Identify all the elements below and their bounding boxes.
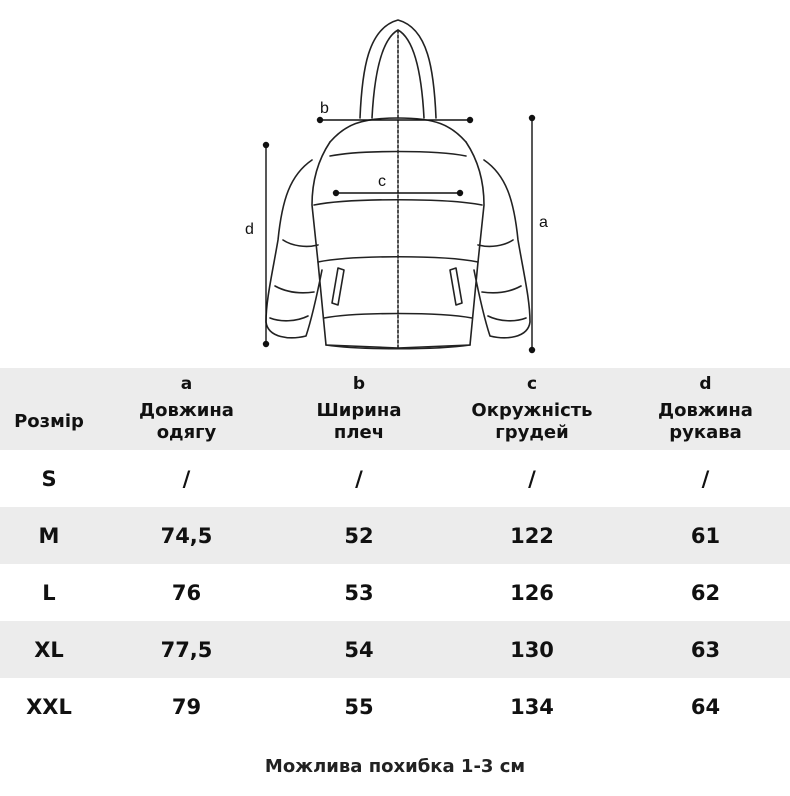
cell-chest: 126 [510, 580, 554, 605]
header-chest [443, 394, 621, 450]
header-sleeve-line1: Довжина [658, 400, 753, 421]
table-header-row [0, 394, 790, 450]
header-chest-line2: грудей [495, 422, 569, 443]
jacket-pocket-right [450, 268, 462, 305]
header-size [0, 394, 98, 450]
jacket-measurement-diagram [0, 0, 790, 365]
table-row [0, 621, 790, 678]
cell-chest: 122 [510, 523, 554, 548]
table-row [0, 507, 790, 564]
label-c: c [378, 173, 386, 190]
jacket-diagram-svg [0, 0, 790, 365]
cell-shoulder: / [355, 466, 363, 491]
cell-size: L [42, 580, 56, 605]
cell-shoulder: 55 [344, 694, 374, 719]
header-length-line2: одягу [156, 422, 217, 443]
cell-length: 76 [171, 580, 202, 605]
cell-size: M [38, 523, 60, 548]
header-shoulder-line2: плеч [333, 422, 385, 443]
cell-shoulder: 52 [344, 523, 374, 548]
label-b: b [320, 100, 329, 117]
cell-length: 79 [171, 694, 202, 719]
cell-chest: / [528, 466, 536, 491]
cell-sleeve: / [701, 466, 710, 491]
header-chest-line1: Окружність [471, 400, 593, 421]
header-length-line1: Довжина [139, 400, 234, 421]
cell-size: XXL [26, 694, 72, 719]
table-row [0, 564, 790, 621]
header-size-line1: Розмір [14, 411, 84, 432]
cell-sleeve: 64 [690, 694, 721, 719]
jacket-cuff-left [270, 316, 308, 321]
cell-size: S [41, 466, 57, 491]
cell-shoulder: 54 [344, 637, 374, 662]
letter-cell-b: b [352, 374, 366, 394]
letter-cell-a: a [180, 374, 193, 394]
header-sleeve [621, 394, 790, 450]
tolerance-footnote: Можлива похибка 1-3 см [264, 756, 526, 777]
jacket-sleeve-seam-right-1 [478, 240, 513, 246]
cell-shoulder: 53 [344, 580, 374, 605]
jacket-cuff-right [488, 316, 526, 321]
size-table [0, 368, 790, 735]
jacket-pocket-left [332, 268, 344, 305]
header-shoulder [275, 394, 443, 450]
header-shoulder-line1: Ширина [316, 400, 402, 421]
label-d: d [245, 221, 254, 238]
table-row [0, 678, 790, 735]
jacket-sleeve-seam-left-2 [275, 286, 314, 293]
cell-length: / [182, 466, 191, 491]
letter-cell-c: c [526, 374, 538, 394]
measure-d [264, 143, 269, 347]
header-sleeve-line2: рукава [669, 422, 742, 443]
cell-chest: 130 [510, 637, 554, 662]
cell-sleeve: 62 [690, 580, 721, 605]
label-a: a [539, 214, 548, 231]
jacket-sleeve-seam-right-2 [482, 286, 521, 293]
cell-sleeve: 63 [690, 637, 721, 662]
cell-length: 77,5 [160, 637, 213, 662]
letter-cell-d: d [699, 374, 712, 394]
letter-cell-size [0, 368, 98, 394]
header-length [98, 394, 275, 450]
table-row [0, 450, 790, 507]
jacket-sleeve-seam-left-1 [283, 240, 318, 246]
table-letter-row [0, 368, 790, 394]
cell-chest: 134 [510, 694, 554, 719]
cell-sleeve: 61 [690, 523, 721, 548]
cell-size: XL [34, 637, 64, 662]
cell-length: 74,5 [160, 523, 213, 548]
